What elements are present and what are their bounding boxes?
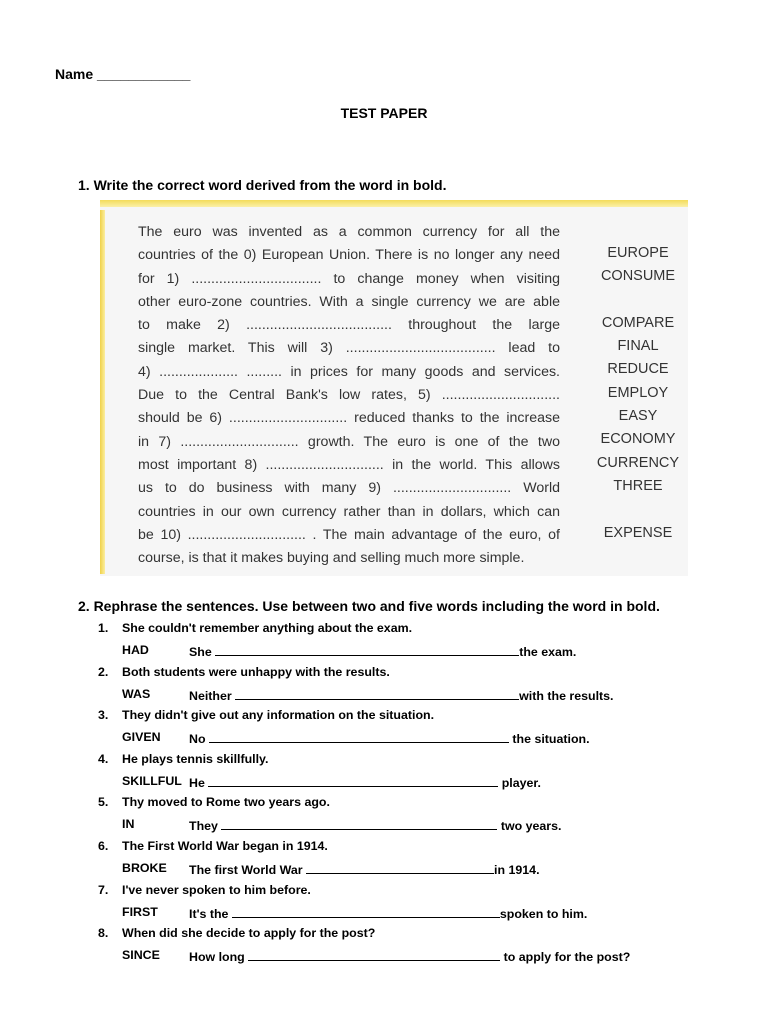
item-sentence: Both students were unhappy with the results. [122, 664, 390, 679]
page-title: TEST PAPER [340, 105, 428, 121]
item-keyword: FIRST [122, 904, 158, 919]
answer-end: the situation. [508, 732, 590, 747]
passage-line: other euro-zone countries. With a single currency we are able [138, 293, 560, 310]
passage-line: countries of the 0) European Union. There is no longer any need [138, 247, 560, 264]
passage-line: should be 6) .............................. reduced thanks to the increase [138, 410, 560, 427]
question-1-heading: 1. Write the correct word derived from the word in bold. [78, 177, 447, 193]
rephrase-item [98, 665, 738, 709]
item-answer-line [189, 861, 540, 877]
passage-line: single market. This will 3) ...................................... lead to [138, 340, 560, 357]
item-keyword: GIVEN [122, 730, 161, 745]
answer-blank[interactable] [248, 948, 500, 961]
root-word-spacer [596, 289, 680, 312]
root-word: COMPARE [601, 314, 675, 331]
answer-blank[interactable] [209, 730, 509, 743]
root-word: EXPENSE [603, 524, 673, 541]
passage-line: us to do business with many 9) .............................. World [138, 480, 560, 497]
root-word: FINAL [617, 338, 659, 355]
item-keyword: BROKE [122, 860, 167, 875]
item-keyword: HAD [122, 643, 149, 657]
passage-line: 4) .................... ......... in prices for many goods and services. [138, 363, 560, 380]
item-answer-line [189, 948, 630, 964]
answer-blank[interactable] [215, 643, 519, 656]
rephrase-item [98, 926, 738, 970]
answer-end: the exam. [519, 645, 577, 659]
rephrase-list [98, 621, 738, 970]
item-keyword: WAS [122, 686, 151, 701]
rephrase-item [98, 708, 738, 752]
answer-end: to apply for the post? [500, 950, 631, 965]
passage-line: to make 2) ..................................... throughout the large [138, 317, 560, 334]
item-number: 7. [98, 882, 109, 897]
item-answer-line [189, 730, 590, 746]
answer-blank[interactable] [306, 861, 494, 874]
item-number: 5. [98, 795, 109, 810]
answer-end: two years. [497, 819, 562, 834]
rephrase-item [98, 883, 738, 927]
rephrase-item [98, 752, 738, 796]
root-word: THREE [613, 477, 663, 494]
passage-line: in 7) .............................. growth. The euro is one of the two [138, 433, 560, 450]
answer-start: Neither [189, 688, 232, 703]
item-sentence: He plays tennis skillfully. [122, 751, 269, 766]
word-formation-passage [138, 221, 560, 570]
answer-end: in 1914. [494, 862, 540, 877]
root-word: EUROPE [607, 245, 669, 261]
answer-blank[interactable] [221, 817, 497, 830]
root-word-column [596, 242, 680, 545]
root-word: EASY [618, 408, 658, 425]
passage-line: countries in our own currency rather than in dollars, which can [138, 503, 560, 520]
item-number: 6. [98, 838, 109, 853]
answer-start: No [189, 732, 206, 747]
item-number: 3. [98, 708, 109, 723]
item-sentence: I've never spoken to him before. [122, 882, 311, 897]
answer-blank[interactable] [208, 774, 498, 787]
highlight-bar-top [100, 200, 688, 207]
passage-line: most important 8) .............................. in the world. This allows [138, 456, 560, 473]
passage-line: Due to the Central Bank's low rates, 5) .............................. [138, 387, 560, 404]
passage-line: course, is that it makes buying and selling much more simple. [138, 550, 525, 567]
question-2-heading: 2. Rephrase the sentences. Use between two and five words including the word in bold. [78, 598, 660, 614]
item-number: 4. [98, 751, 109, 766]
answer-start: It's the [189, 906, 229, 921]
rephrase-item [98, 795, 738, 839]
answer-start: How long [189, 950, 245, 965]
answer-blank[interactable] [232, 905, 500, 918]
item-keyword: IN [122, 817, 135, 832]
root-word: CURRENCY [596, 454, 680, 471]
item-number: 8. [98, 926, 109, 941]
root-word: REDUCE [607, 361, 669, 378]
item-sentence: When did she decide to apply for the post? [122, 926, 376, 941]
item-answer-line [189, 774, 541, 790]
item-sentence: They didn't give out any information on the situation. [122, 708, 435, 723]
item-keyword: SKILLFUL [122, 773, 182, 788]
item-answer-line [189, 643, 576, 659]
root-word: EMPLOY [607, 384, 669, 401]
item-answer-line [189, 905, 587, 921]
answer-end: with the results. [519, 688, 614, 703]
root-word-spacer [596, 498, 680, 521]
answer-start: They [189, 819, 218, 834]
item-answer-line [189, 817, 561, 833]
answer-start: She [189, 645, 212, 659]
passage-line: The euro was invented as a common currency for all the [138, 224, 560, 240]
root-word: CONSUME [600, 268, 676, 285]
item-number: 2. [98, 664, 109, 679]
item-keyword: SINCE [122, 948, 160, 963]
answer-start: He [189, 775, 205, 790]
rephrase-item [98, 621, 738, 665]
rephrase-item [98, 839, 738, 883]
passage-line: be 10) .............................. . The main advantage of the euro, of [138, 526, 560, 543]
answer-start: The first World War [189, 862, 303, 877]
root-word: ECONOMY [600, 431, 676, 448]
item-sentence: The First World War began in 1914. [122, 838, 328, 853]
answer-blank[interactable] [235, 687, 519, 700]
passage-line: for 1) ................................. to change money when visiting [138, 270, 560, 287]
name-field-label: Name ____________ [55, 66, 191, 82]
highlight-bar-left [100, 210, 105, 574]
item-number: 1. [98, 621, 109, 635]
item-sentence: Thy moved to Rome two years ago. [122, 795, 330, 810]
answer-end: spoken to him. [499, 906, 588, 921]
item-answer-line [189, 687, 613, 703]
answer-end: player. [498, 775, 542, 790]
item-sentence: She couldn't remember anything about the exam. [122, 621, 413, 635]
